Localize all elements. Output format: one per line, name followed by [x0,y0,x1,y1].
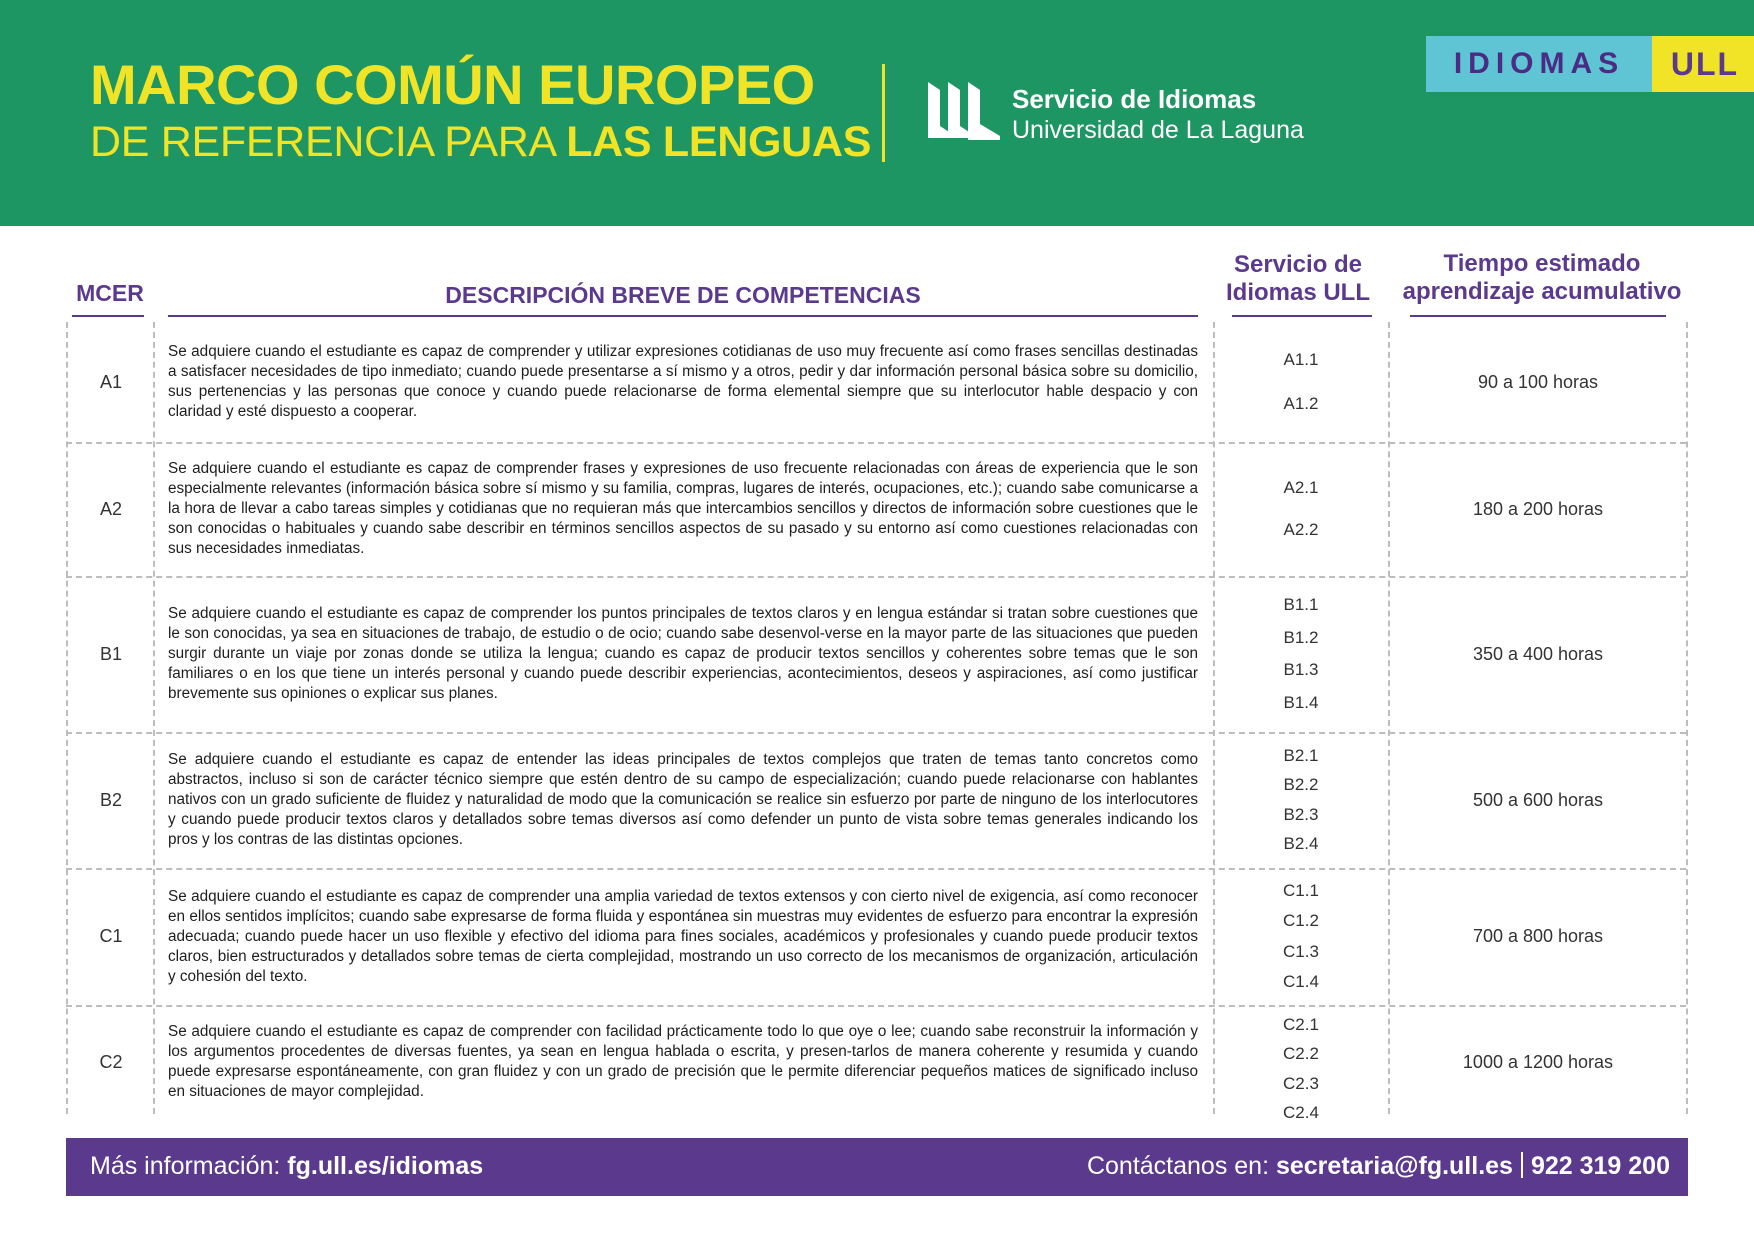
sublevel-label: B2.1 [1283,745,1319,765]
sublevel-label: C2.2 [1283,1044,1319,1064]
level-label: B2 [99,789,123,810]
badge-idiomas-text: IDIOMAS [1426,36,1652,92]
badge-ull-text: ULL [1652,36,1754,92]
level-description: Se adquiere cuando el estudiante es capaz de comprender una amplia variedad de textos extensos y con cierto nivel de exigencia, así como reconocer en ellos sentidos implícitos; cuando sabe expresarse de forma fluida y espontánea sin muestras muy evidentes de esfuerzo para encontrar la expresión adecuada; cuando puede hacer un uso flexible y efectivo del idioma para fines sociales, académicos y profesionales y cuando puede producir textos claros, bien estructurados y detallados sobre temas de cierta complejidad, mostrando un uso correcto de los mecanismos de organización, articulación y cohesión del texto. [168,887,1198,985]
sublevel-label: B2.3 [1283,804,1319,824]
service-name: Servicio de Idiomas [1012,84,1257,114]
service-underline [1232,315,1372,317]
estimated-hours: 700 a 800 horas [1472,926,1604,946]
level-description: Se adquiere cuando el estudiante es capaz de comprender y utilizar expresiones cotidianas de uso muy frecuente así como frases sencillas destinadas a satisfacer necesidades de tipo inmediato; cuando puede presentarse a sí mismo y a otros, pedir y dar información personal básica sobre su domicilio, sus pertenencias y las personas que conoce y cuando puede relacionarse de forma elemental siempre que su interlocutor hable despacio y con claridad y esté dispuesto a cooperar. [168,343,1198,420]
university-name: Universidad de La Laguna [1012,116,1304,144]
sublevel-label: C2.1 [1283,1015,1319,1034]
idiomas-ull-badge [1426,36,1754,92]
header-band [0,0,1754,226]
sublevel-list [1216,1015,1386,1123]
sublevel-label: A2.1 [1283,478,1319,497]
mcer-underline [72,315,144,317]
level-label: A2 [99,498,123,519]
table-divider-2 [1213,322,1215,1114]
level-label: B1 [99,643,123,664]
table-divider-1 [153,322,155,1114]
level-description: Se adquiere cuando el estudiante es capaz de comprender los puntos principales de textos claros y en lengua estándar si tratan sobre cuestiones que le son conocidas, ya sea en situaciones de trabajo, de estudio o de ocio; cuando sabe desenvol-verse en la mayor parte de las situaciones que pueden surgir durante un viaje por zonas donde se utiliza la lengua; cuando es capaz de producir textos sencillos y coherentes sobre temas que le son familiares o en los que tiene un interés personal y cuando puede describir experiencias, acontecimientos, deseos y aspiraciones, así como justificar brevemente sus opiniones o explicar sus planes. [168,605,1198,702]
footer-contact [1087,1152,1670,1181]
estimated-hours: 90 a 100 horas [1477,371,1599,392]
sublevel-list [1216,736,1386,864]
table-divider-3 [1388,322,1390,1114]
title-line-2-bold: LAS LENGUAS [566,118,872,166]
footer-band [66,1138,1688,1196]
estimated-hours: 350 a 400 horas [1472,643,1604,664]
table-border-right [1686,322,1688,1114]
estimated-hours: 1000 a 1200 horas [1462,1051,1614,1072]
table-border-left [66,322,68,1114]
title-line-2 [90,118,871,167]
level-label: A1 [99,371,123,392]
description-underline [168,315,1198,317]
sublevel-label: C1.3 [1283,941,1319,961]
sublevel-list [1216,456,1386,562]
contact-phone[interactable]: 922 319 200 [1530,1152,1670,1180]
sublevel-label: B1.2 [1283,627,1319,647]
sublevel-list [1216,870,1386,1003]
contact-email[interactable]: secretaria@fg.ull.es [1275,1152,1513,1180]
sublevel-list [1216,582,1386,726]
contact-separator [1521,1152,1523,1178]
ull-logo-icon [928,80,1000,140]
column-header-service: Servicio de Idiomas ULL [1225,251,1370,306]
sublevel-label: B1.3 [1283,660,1319,680]
info-link[interactable]: fg.ull.es/idiomas [287,1152,484,1180]
estimated-hours: 500 a 600 horas [1472,789,1604,810]
sublevel-label: B2.2 [1283,775,1319,795]
title-line-2-regular: DE REFERENCIA PARA [90,118,567,166]
sublevel-label: B2.4 [1283,834,1319,854]
info-label: Más información: [90,1152,288,1180]
sublevel-label: A1.1 [1283,350,1319,369]
sublevel-label: C1.2 [1283,911,1319,931]
sublevel-label: B1.1 [1283,594,1319,614]
time-underline [1410,315,1666,317]
column-header-time: Tiempo estimado aprendizaje acumulativo [1402,250,1682,305]
sublevel-label: A1.2 [1283,394,1319,413]
column-header-description: DESCRIPCIÓN BREVE DE COMPETENCIAS [445,282,921,308]
level-description: Se adquiere cuando el estudiante es capaz de comprender con facilidad prácticamente todo lo que oye o lee; cuando sabe reconstruir la información y los argumentos procedentes de diversas fuentes, ya sean en lengua hablada o escrita, y presen-tarlos de manera coherente y resumida y cuando puede expresarse espontáneamente, con gran fluidez y con un grado de precisión que le permite diferenciar pequeños matices de significado incluso en situaciones de mayor complejidad. [168,1023,1198,1100]
level-label: C2 [99,1051,123,1072]
estimated-hours: 180 a 200 horas [1472,498,1604,519]
sublevel-label: C2.4 [1283,1102,1319,1122]
sublevel-label: C1.1 [1283,880,1319,900]
sublevel-list [1216,326,1386,438]
title-line-1: MARCO COMÚN EUROPEO [90,53,815,116]
footer-info [90,1152,483,1181]
header-divider [882,64,885,162]
level-description: Se adquiere cuando el estudiante es capaz de comprender frases y expresiones de uso frecuente relacionadas con áreas de experiencia que le son especialmente relevantes (información básica sobre sí mismo y su familia, compras, lugares de interés, ocupaciones, etc.); cuando sabe comunicarse a la hora de llevar a cabo tareas simples y cotidianas que no requieran más que intercambios sencillos y directos de información sobre cuestiones que le son conocidas o habituales y cuando sabe describir en términos sencillos aspectos de su pasado y su entorno así como cuestiones relacionadas con sus necesidades inmediatas. [168,460,1198,557]
contact-label: Contáctanos en: [1086,1152,1276,1180]
level-label: C1 [99,926,123,946]
sublevel-label: C1.4 [1283,972,1319,992]
sublevel-label: C2.3 [1283,1073,1319,1093]
column-header-mcer: MCER [76,280,144,306]
level-description: Se adquiere cuando el estudiante es capaz de entender las ideas principales de textos complejos que traten de temas tanto concretos como abstractos, incluso si son de carácter técnico siempre que estén dentro de su campo de especialización; cuando puede relacionarse con hablantes nativos con un grado suficiente de fluidez y naturalidad de modo que la comunicación se realice sin esfuerzo por parte de ninguno de los interlocutores y cuando puede producir textos claros y detallados sobre temas diversos así como defender un punto de vista sobre temas generales indicando los pros y los contras de las distintas opciones. [168,751,1198,848]
sublevel-label: A2.2 [1283,520,1319,539]
sublevel-label: B1.4 [1283,693,1319,713]
